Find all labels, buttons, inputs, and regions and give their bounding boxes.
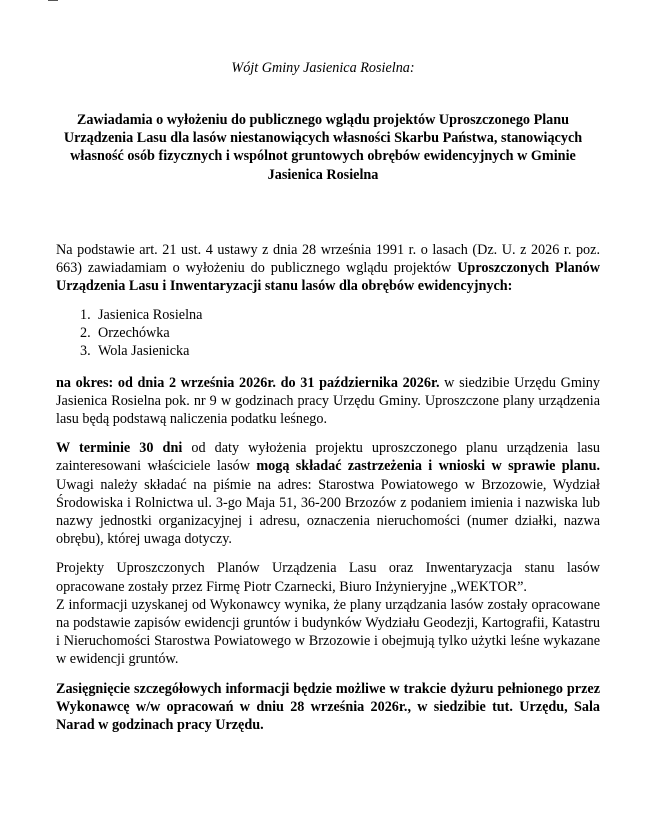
paragraph-contractor-text-1: Projekty Uproszczonych Planów Urządzenia Lasu oraz Inwentaryzacja stanu lasów opracowane zostały przez Firmę Piotr Czarnecki, Biuro Inżynieryjne „WEKTOR”.	[56, 560, 600, 595]
paragraph-legal-basis	[56, 241, 600, 296]
paragraph-information: Zasięgnięcie szczegółowych informacji będzie możliwe w trakcie dyżuru pełnionego przez Wykonawcę w/w opracowań w dniu 28 września 2026r., w siedzibie tut. Urzędu, Sala Narad w godzinach pracy Urzędu.	[56, 680, 600, 734]
paragraph-contractor	[56, 559, 600, 668]
list-item-number: 2.	[80, 324, 91, 341]
paragraph-period-bold: na okres: od dnia 2 września 2026r. do 31 października 2026r.	[56, 374, 440, 391]
list-item-label: Jasienica Rosielna	[98, 306, 203, 323]
list-item	[80, 306, 600, 324]
list-item-number: 3.	[80, 342, 91, 359]
paragraph-contractor-text-2: Z informacji uzyskanej od Wykonawcy wynika, że plany urządzania lasów zostały opracowane na podstawie zapisów ewidencji gruntów i budynków Wydziału Geodezji, Kartografii, Katastru i Nieruchomości Starostwa Powiatowego w Brzozowie i obejmują tylko użytki leśne wykazane w ewidencji gruntów.	[56, 596, 600, 668]
document-header: Wójt Gminy Jasienica Rosielna:	[231, 60, 415, 76]
paragraph-objections	[56, 439, 600, 548]
paragraph-objections-bold-2: mogą składać zastrzeżenia i wnioski w sprawie planu.	[256, 458, 601, 475]
precinct-list	[56, 306, 600, 360]
paragraph-objections-bold-1: W terminie 30 dni	[56, 440, 183, 457]
list-item-label: Wola Jasienicka	[98, 342, 190, 359]
paragraph-legal-basis-text: Na podstawie art. 21 ust. 4 ustawy z dnia 28 września 1991 r. o lasach (Dz. U. z 2026 r. poz. 663) zawiadamiam o wyłożeniu do publicznego wglądu projektów	[56, 242, 600, 277]
paragraph-period-text: w siedzibie Urzędu Gminy Jasienica Rosielna pok. nr 9 w godzinach pracy Urzędu Gminy. Uproszczone plany urządzenia lasu będą podstawą naliczenia podatku leśnego.	[56, 374, 600, 428]
list-item	[80, 342, 600, 360]
document-body	[56, 241, 600, 734]
paragraph-period	[56, 374, 600, 429]
document-title: Zawiadamia o wyłożeniu do publicznego wglądu projektów Uproszczonego Planu Urządzenia Lasu dla lasów niestanowiących własności Skarbu Państwa, stanowiących własność osób fizycznych i wspólnot gruntowych obrębów ewidencyjnych w Gminie Jasienica Rosielna	[63, 112, 583, 183]
list-item-label: Orzechówka	[98, 324, 170, 341]
paragraph-objections-text-2: Uwagi należy składać na piśmie na adres: Starostwa Powiatowego w Brzozowie, Wydział Środowiska i Rolnictwa ul. 3-go Maja 51, 36-200 Brzozów z podaniem imienia i nazwiska lub nazwy jednostki organizacyjnej i adresu, oznaczenia nieruchomości (numer działki, nazwa obrębu), której uwaga dotyczy.	[56, 476, 600, 548]
list-item	[80, 324, 600, 342]
paragraph-legal-basis-bold: Uproszczonych Planów Urządzenia Lasu i Inwentaryzacji stanu lasów dla obrębów ewidencyjnych:	[56, 260, 600, 295]
corner-mark	[48, 0, 58, 1]
paragraph-objections-text-1: od daty wyłożenia projektu uproszczonego planu urządzenia lasu zainteresowani właściciele lasów	[56, 440, 600, 475]
list-item-number: 1.	[80, 306, 91, 323]
